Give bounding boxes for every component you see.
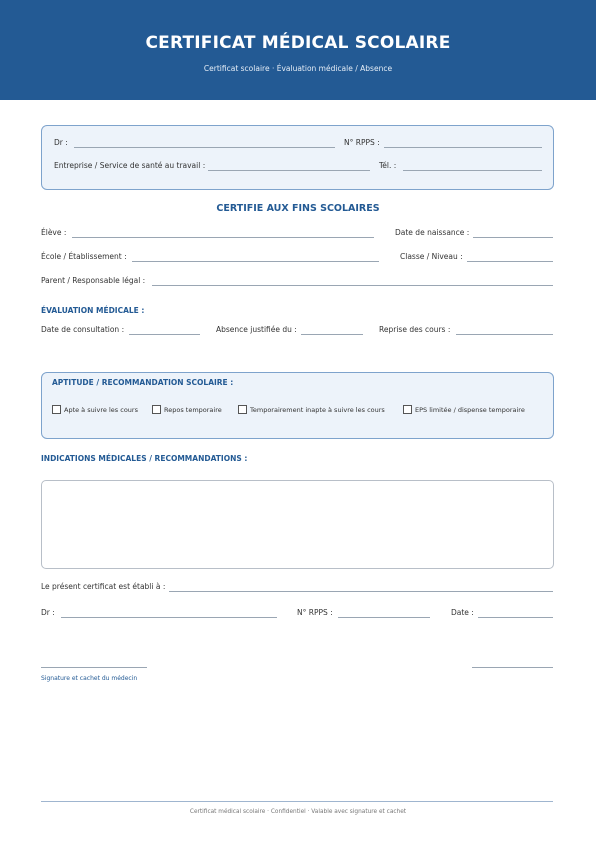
indications-textarea[interactable] <box>41 480 554 569</box>
school-label: École / Établissement : <box>41 252 127 261</box>
established-field[interactable] <box>169 591 553 592</box>
closing-date-label: Date : <box>451 608 474 617</box>
student-field[interactable] <box>72 237 374 238</box>
checkbox-inapte[interactable] <box>238 405 247 414</box>
closing-date-field[interactable] <box>478 617 553 618</box>
aptitude-title: APTITUDE / RECOMMANDATION SCOLAIRE : <box>52 378 234 387</box>
header-banner <box>0 0 596 100</box>
option-repos-label: Repos temporaire <box>164 406 222 414</box>
class-field[interactable] <box>467 261 553 262</box>
checkbox-apte[interactable] <box>52 405 61 414</box>
closing-rpps-label: N° RPPS : <box>297 608 333 617</box>
closing-doctor-label: Dr : <box>41 608 55 617</box>
checkbox-repos[interactable] <box>152 405 161 414</box>
option-inapte-label: Temporairement inapte à suivre les cours <box>250 406 385 414</box>
rpps-label: N° RPPS : <box>344 138 380 147</box>
closing-doctor-field[interactable] <box>61 617 277 618</box>
birth-date-label: Date de naissance : <box>395 228 470 237</box>
signature-caption: Signature et cachet du médecin <box>41 675 138 682</box>
certify-title: CERTIFIE AUX FINS SCOLAIRES <box>216 203 380 214</box>
phone-label: Tél. : <box>379 161 397 170</box>
indications-title: INDICATIONS MÉDICALES / RECOMMANDATIONS : <box>41 454 248 463</box>
closing-rpps-field[interactable] <box>338 617 430 618</box>
doctor-field[interactable] <box>74 147 335 148</box>
page-title: CERTIFICAT MÉDICAL SCOLAIRE <box>145 33 451 53</box>
consultation-date-field[interactable] <box>129 334 200 335</box>
footer-divider <box>41 801 553 802</box>
parent-field[interactable] <box>152 285 553 286</box>
resume-field[interactable] <box>456 334 553 335</box>
parent-label: Parent / Responsable légal : <box>41 276 146 285</box>
rpps-field[interactable] <box>384 147 542 148</box>
practitioner-box <box>41 125 554 190</box>
checkbox-eps[interactable] <box>403 405 412 414</box>
class-label: Classe / Niveau : <box>400 252 463 261</box>
school-field[interactable] <box>132 261 379 262</box>
company-field[interactable] <box>208 170 370 171</box>
option-apte-label: Apte à suivre les cours <box>64 406 138 414</box>
absence-field[interactable] <box>301 334 363 335</box>
signature-line[interactable] <box>41 667 147 668</box>
doctor-label: Dr : <box>54 138 68 147</box>
option-eps-label: EPS limitée / dispense temporaire <box>415 406 525 414</box>
established-label: Le présent certificat est établi à : <box>41 582 166 591</box>
consultation-date-label: Date de consultation : <box>41 325 125 334</box>
absence-label: Absence justifiée du : <box>216 325 297 334</box>
evaluation-title: ÉVALUATION MÉDICALE : <box>41 306 145 315</box>
phone-field[interactable] <box>403 170 542 171</box>
student-label: Élève : <box>41 228 67 237</box>
company-label: Entreprise / Service de santé au travail : <box>54 161 206 170</box>
birth-date-field[interactable] <box>473 237 553 238</box>
resume-label: Reprise des cours : <box>379 325 451 334</box>
page-subtitle: Certificat scolaire · Évaluation médicale / Absence <box>203 64 393 73</box>
stamp-line[interactable] <box>472 667 553 668</box>
footer-text: Certificat médical scolaire · Confidentiel · Valable avec signature et cachet <box>189 809 407 815</box>
